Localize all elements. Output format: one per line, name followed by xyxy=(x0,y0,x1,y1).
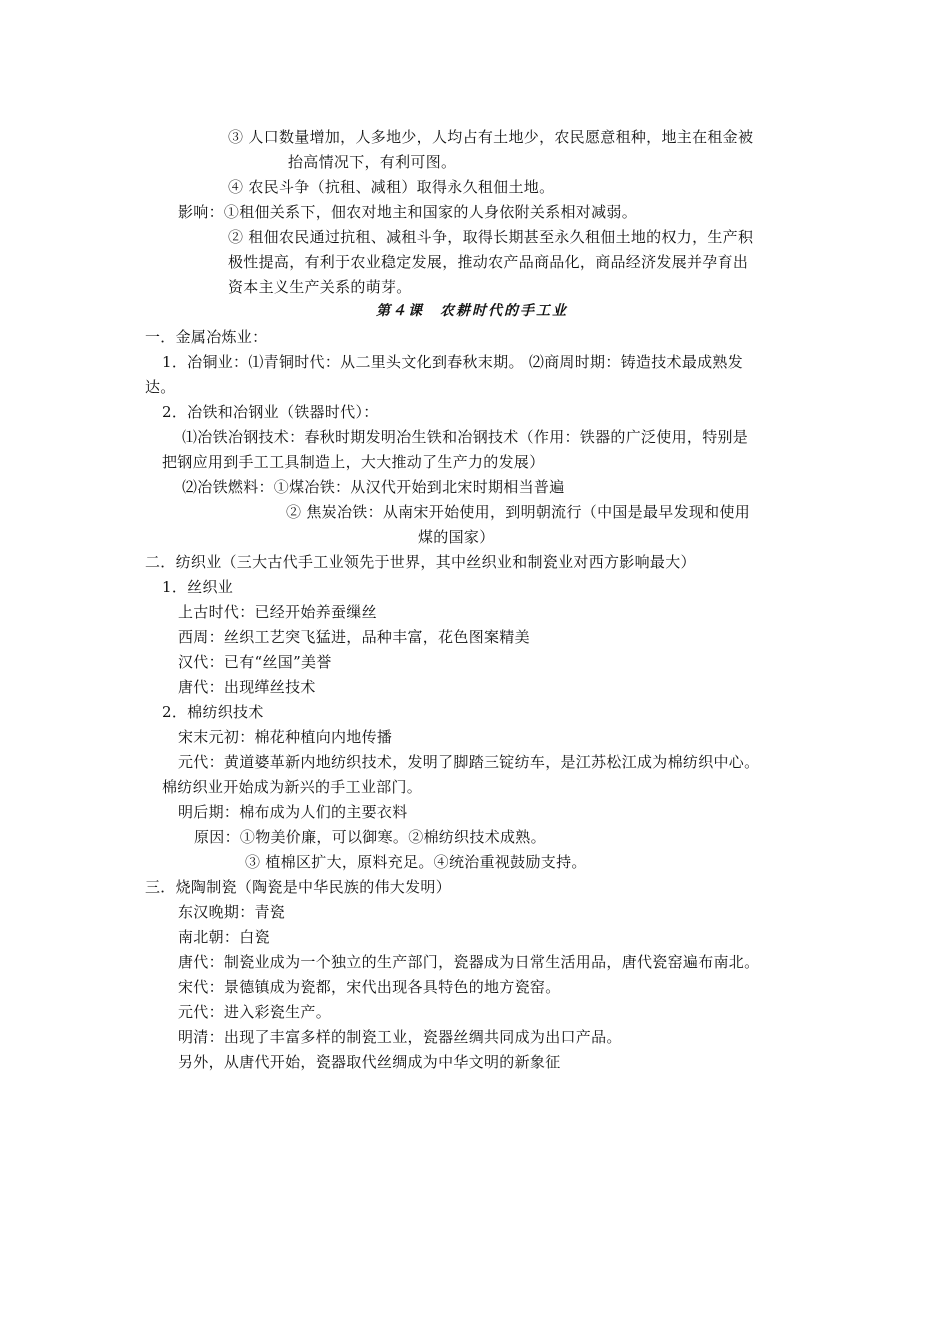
text-line: 上古时代：已经开始养蚕缫丝 xyxy=(178,603,377,621)
text-line: 2．冶铁和冶钢业（铁器时代）： xyxy=(162,403,379,421)
text-line: 唐代：制瓷业成为一个独立的生产部门，瓷器成为日常生活用品，唐代瓷窑遍布南北。 xyxy=(178,953,760,971)
text-line: 棉纺织业开始成为新兴的手工业部门。 xyxy=(162,778,423,796)
text-line: 极性提高，有利于农业稳定发展，推动农产品商品化，商品经济发展并孕育出 xyxy=(228,253,749,271)
text-line: 原因：①物美价廉，可以御寒。②棉纺织技术成熟。 xyxy=(194,828,546,846)
text-line: 明清：出现了丰富多样的制瓷工业，瓷器丝绸共同成为出口产品。 xyxy=(178,1028,622,1046)
text-line: 资本主义生产关系的萌芽。 xyxy=(228,278,412,296)
text-line: 1．冶铜业：⑴青铜时代：从二里头文化到春秋末期。 ⑵商周时期：铸造技术最成熟发 xyxy=(162,353,744,371)
text-line: 煤的国家） xyxy=(418,528,495,546)
text-line: 宋末元初：棉花种植向内地传播 xyxy=(178,728,393,746)
section-heading: 一．金属冶炼业： xyxy=(145,328,268,346)
text-line: 西周：丝织工艺突飞猛进，品种丰富，花色图案精美 xyxy=(178,628,530,646)
text-line: ④ 农民斗争（抗租、减租）取得永久租佃土地。 xyxy=(228,178,555,196)
text-line: 元代：黄道婆革新内地纺织技术，发明了脚踏三锭纺车，是江苏松江成为棉纺织中心。 xyxy=(178,753,760,771)
text-line: 达。 xyxy=(145,378,176,396)
text-line: ③ 人口数量增加，人多地少，人均占有土地少，农民愿意租种，地主在租金被 xyxy=(228,128,754,146)
text-line: 2．棉纺织技术 xyxy=(162,703,264,721)
section-heading: 二．纺织业（三大古代手工业领先于世界，其中丝织业和制瓷业对西方影响最大） xyxy=(145,553,696,571)
section-heading: 三．烧陶制瓷（陶瓷是中华民族的伟大发明） xyxy=(145,878,452,896)
text-line: 元代：进入彩瓷生产。 xyxy=(178,1003,332,1021)
text-line: 唐代：出现缂丝技术 xyxy=(178,678,316,696)
text-line: 东汉晚期：青瓷 xyxy=(178,903,286,921)
text-line: ③ 植棉区扩大，原料充足。④统治重视鼓励支持。 xyxy=(245,853,587,871)
text-line: ⑴冶铁冶钢技术：春秋时期发明冶生铁和冶钢技术（作用：铁器的广泛使用，特别是 xyxy=(182,428,749,446)
text-line: ⑵冶铁燃料：①煤冶铁：从汉代开始到北宋时期相当普遍 xyxy=(182,478,565,496)
text-line: 汉代：已有“丝国”美誉 xyxy=(178,653,332,671)
text-line: 宋代：景德镇成为瓷都，宋代出现各具特色的地方瓷窑。 xyxy=(178,978,561,996)
text-line: 抬高情况下，有利可图。 xyxy=(288,153,457,171)
text-line: 另外，从唐代开始，瓷器取代丝绸成为中华文明的新象征 xyxy=(178,1053,561,1071)
text-line: 1．丝织业 xyxy=(162,578,234,596)
text-line: 影响：①租佃关系下，佃农对地主和国家的人身依附关系相对减弱。 xyxy=(178,203,638,221)
text-line: 南北朝：白瓷 xyxy=(178,928,270,946)
text-line: 把钢应用到手工工具制造上，大大推动了生产力的发展） xyxy=(162,453,545,471)
lesson-title: 第４课 农耕时代的手工业 xyxy=(376,303,568,319)
text-line: 明后期：棉布成为人们的主要衣料 xyxy=(178,803,408,821)
text-line: ② 租佃农民通过抗租、减租斗争，取得长期甚至永久租佃土地的权力，生产积 xyxy=(228,228,754,246)
text-line: ② 焦炭冶铁：从南宋开始使用，到明朝流行（中国是最早发现和使用 xyxy=(286,503,751,521)
